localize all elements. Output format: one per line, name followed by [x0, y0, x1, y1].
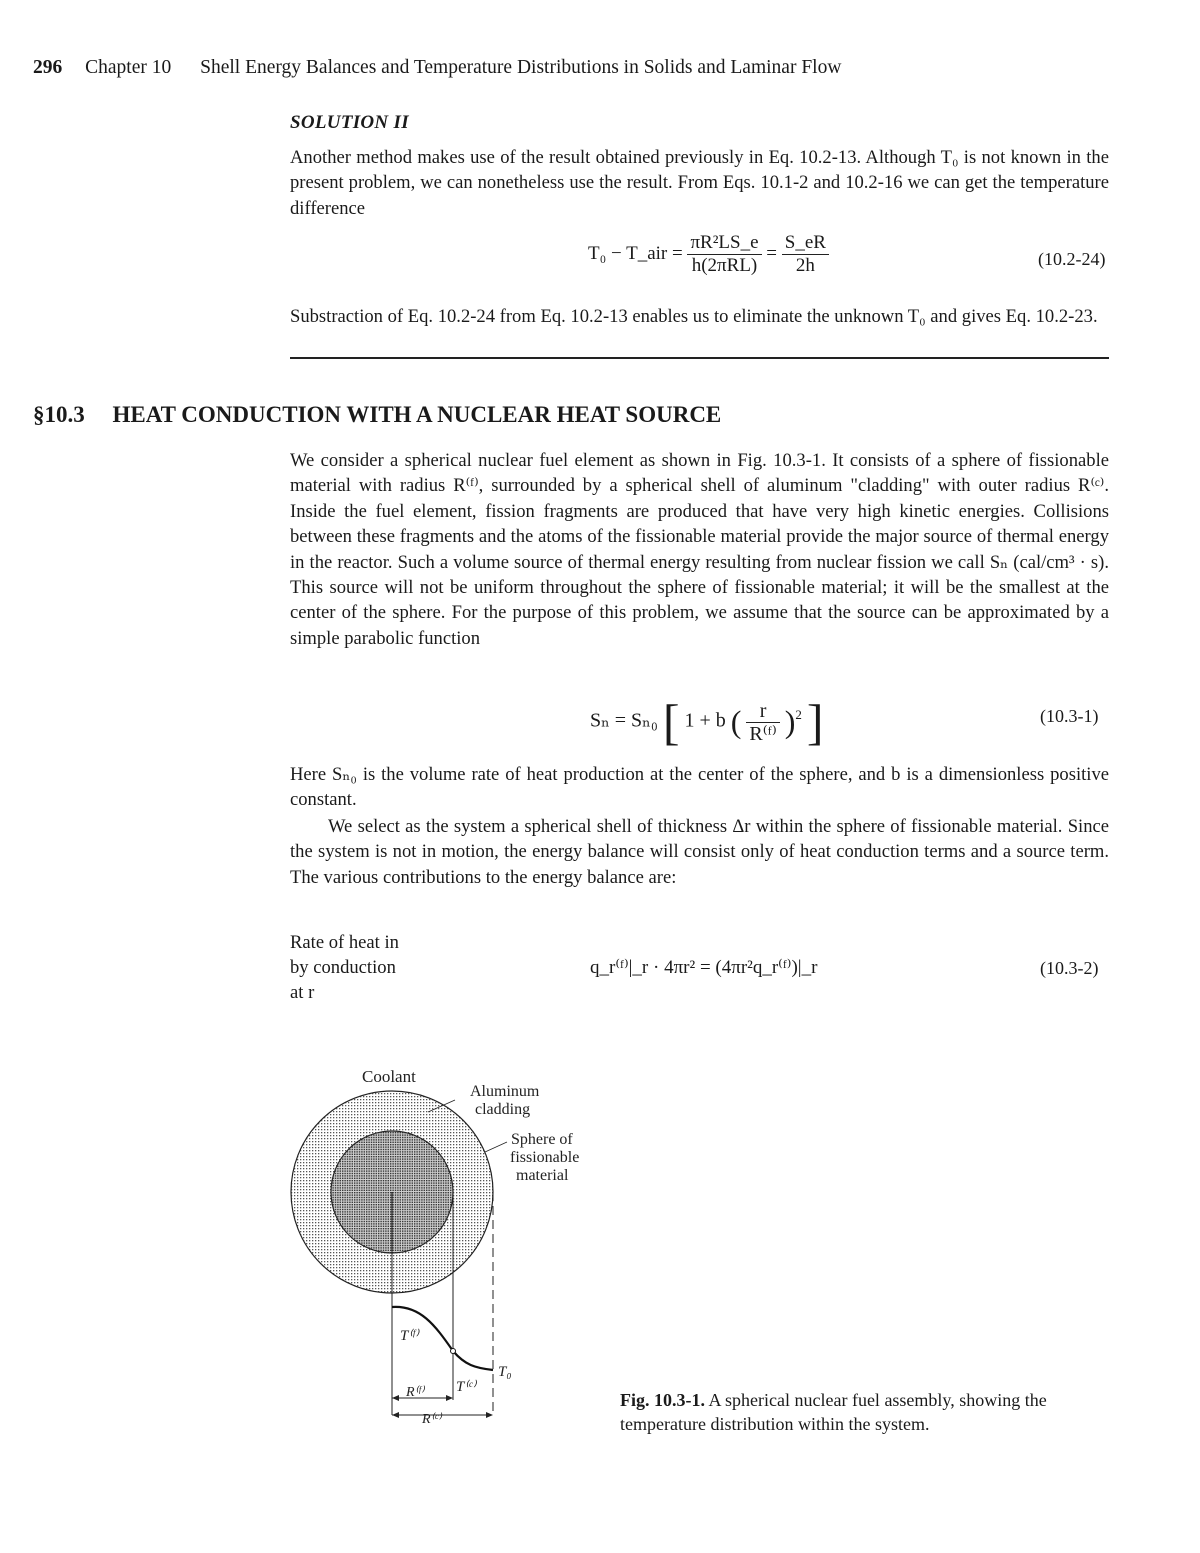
- r-fuel-label: R⁽ᶠ⁾: [406, 1385, 424, 1400]
- eq-fraction: [746, 700, 779, 745]
- eq-lhs: T₀ − T_air =: [588, 242, 683, 264]
- cladding-label-2: cladding: [475, 1101, 531, 1118]
- sphere-label-3: material: [516, 1167, 569, 1184]
- eq-fraction-2-num: S_eR: [782, 232, 829, 255]
- eq-one-plus-b: 1 + b: [684, 709, 726, 732]
- sphere-leader: [485, 1142, 507, 1152]
- t-zero-label: T₀: [498, 1364, 512, 1380]
- solution-intro: Another method makes use of the result obtained previously in Eq. 10.2-13. Although T₀ is not known in the present problem, we can nonetheless use the result. From Eqs. 10.1-2 and 10.2-16 we can get the temperature difference: [290, 147, 1109, 219]
- equation-10-3-2: q_r⁽ᶠ⁾|_r · 4πr² = (4πr²q_r⁽ᶠ⁾)|_r: [590, 957, 818, 978]
- equation-number: (10.3-1): [1040, 706, 1099, 726]
- eq-fraction-den: R⁽ᶠ⁾: [749, 722, 777, 745]
- paren-close: ): [784, 703, 796, 740]
- paren-open: (: [730, 703, 742, 740]
- sphere-label-2: fissionable: [510, 1149, 580, 1166]
- t-clad-label: T⁽ᶜ⁾: [456, 1379, 476, 1395]
- eq-fraction-1-den: h(2πRL): [691, 255, 758, 276]
- equation-number: (10.3-2): [1040, 958, 1099, 978]
- section-heading: [33, 402, 721, 428]
- eq-fraction-1: [687, 232, 761, 277]
- eq-operator: =: [766, 242, 778, 264]
- section-paragraph-3: We select as the system a spherical shell of thickness Δr within the sphere of fissionable material. Since the system is not in motion, the energy balance will consist only of heat conduction terms and a source term. The various contributions to the energy balance are:: [290, 816, 1109, 888]
- sphere-label-1: Sphere of: [511, 1131, 573, 1148]
- interface-point: [451, 1349, 456, 1354]
- rc-arrow-right: [486, 1412, 493, 1418]
- chapter-label: Chapter 10: [85, 57, 172, 78]
- section-paragraph-1: We consider a spherical nuclear fuel element as shown in Fig. 10.3-1. It consists of a sphere of fissionable material with radius R⁽ᶠ⁾, surrounded by a spherical shell of aluminum "cladding" with outer radius R⁽ᶜ⁾. Inside the fuel element, fission fragments are produced that have very high kinetic energies. Collisions between these fragments and the atoms of the fissionable material provide the major source of thermal energy in the reactor. Such a volume source of thermal energy resulting from nuclear fission we call Sₙ (cal/cm³ · s). This source will not be uniform throughout the sphere of fissionable material; it will be the smallest at the center of the sphere. For the purpose of this problem, we assume that the source can be approximated by a simple parabolic function: [290, 450, 1109, 649]
- t-fuel-label: T⁽ᶠ⁾: [400, 1328, 419, 1344]
- bracket-open: [: [662, 694, 680, 750]
- solution-heading: SOLUTION II: [290, 112, 409, 133]
- figure-caption-label: Fig. 10.3-1.: [620, 1390, 705, 1410]
- section-number: §10.3: [33, 402, 85, 427]
- eq-power: 2: [795, 706, 802, 722]
- eq-fraction-2: [782, 232, 829, 277]
- eq-fraction-2-den: 2h: [795, 255, 815, 276]
- equation-10-2-24: [588, 232, 829, 277]
- bracket-close: ]: [806, 694, 824, 750]
- solution-conclusion: Substraction of Eq. 10.2-24 from Eq. 10.2-13 enables us to eliminate the unknown T₀ and gives Eq. 10.2-23.: [290, 306, 1098, 327]
- page-number: 296: [33, 57, 63, 78]
- section-title: HEAT CONDUCTION WITH A NUCLEAR HEAT SOURCE: [112, 402, 722, 427]
- figure-caption-text: A spherical nuclear fuel assembly, showing the temperature distribution within the system.: [620, 1390, 1047, 1434]
- term-label-line-3: at r: [290, 982, 315, 1003]
- coolant-label: Coolant: [362, 1067, 416, 1086]
- rf-arrow-left: [392, 1395, 399, 1401]
- r-clad-label: R⁽ᶜ⁾: [422, 1412, 442, 1427]
- eq-fraction-num: r: [746, 700, 779, 723]
- section-divider: [290, 357, 1109, 359]
- section-paragraph-2: Here Sₙ₀ is the volume rate of heat production at the center of the sphere, and b is a dimensionless positive constant.: [290, 764, 1109, 811]
- eq-fraction-1-num: πR²LS_e: [687, 232, 761, 255]
- equation-number: (10.2-24): [1038, 249, 1106, 269]
- cladding-label-1: Aluminum: [470, 1083, 540, 1100]
- fuel-assembly-figure: [270, 1060, 610, 1440]
- running-header: [33, 57, 841, 79]
- figure-caption: [620, 1388, 1110, 1436]
- term-label: [290, 930, 399, 1005]
- equation-10-3-1: [590, 693, 824, 751]
- chapter-title: Shell Energy Balances and Temperature Distributions in Solids and Laminar Flow: [200, 57, 842, 78]
- eq-lhs: Sₙ = Sₙ₀: [590, 709, 658, 732]
- term-label-line-2: by conduction: [290, 957, 396, 978]
- rf-arrow-right: [446, 1395, 453, 1401]
- rc-arrow-left: [392, 1412, 399, 1418]
- term-label-line-1: Rate of heat in: [290, 932, 399, 953]
